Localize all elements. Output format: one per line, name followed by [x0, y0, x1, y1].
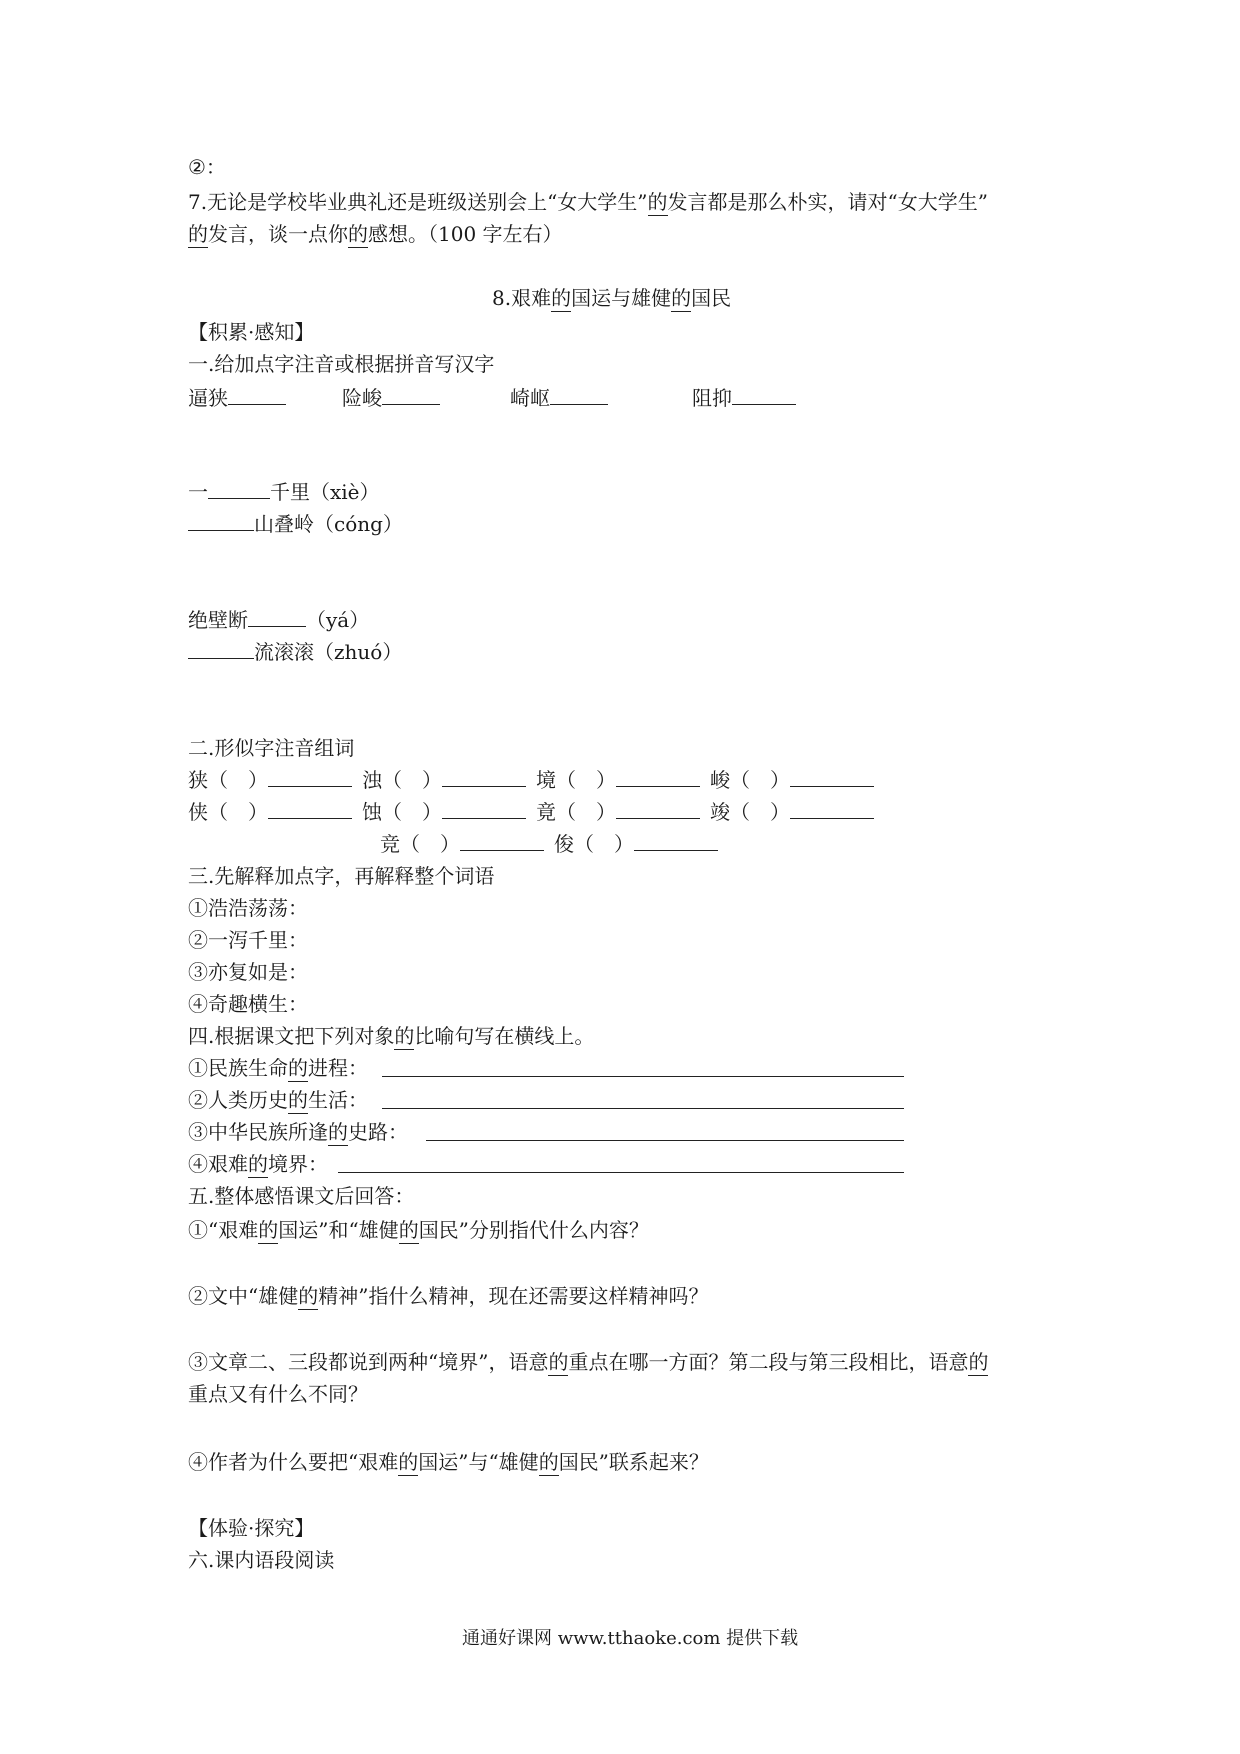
explain-item-1: ①浩浩荡荡： — [188, 896, 308, 920]
answer-line-1[interactable] — [382, 1076, 904, 1077]
explain-item-4: ④奇趣横生： — [188, 992, 308, 1016]
explain-item-2: ②一泻千里： — [188, 928, 308, 952]
question-5-3-line-2: 重点又有什么不同？ — [188, 1382, 368, 1406]
word-fill-1: 逼狭 — [188, 386, 286, 410]
answer-line-4[interactable] — [338, 1172, 904, 1173]
similar-char-6: 蚀（ ） — [362, 800, 526, 824]
section-heading-experience: 【体验·探究】 — [188, 1516, 315, 1540]
part-4-heading: 四.根据课文把下列对象的比喻句写在横线上。 — [188, 1024, 595, 1048]
part-2-heading: 二.形似字注音组词 — [188, 736, 355, 760]
pinyin-fill-4: 流滚滚（zhuó） — [188, 640, 402, 664]
similar-char-3: 境（ ） — [536, 768, 700, 792]
lesson-title: 8.艰难的国运与雄健的国民 — [492, 286, 732, 310]
question-7-line-2: 的发言，谈一点你的感想。（100 字左右） — [188, 222, 563, 246]
question-7-line-1: 7.无论是学校毕业典礼还是班级送别会上“女大学生”的发言都是那么朴实，请对“女大学生” — [188, 190, 988, 214]
metaphor-item-3: ③中华民族所逢的史路： — [188, 1120, 408, 1144]
part-5-heading: 五.整体感悟课文后回答： — [188, 1184, 415, 1208]
metaphor-item-1: ①民族生命的进程： — [188, 1056, 368, 1080]
pinyin-fill-1: 一 千里（xiè） — [188, 480, 380, 504]
metaphor-item-2: ②人类历史的生活： — [188, 1088, 368, 1112]
similar-char-7: 竟（ ） — [536, 800, 700, 824]
question-5-4: ④作者为什么要把“艰难的国运”与“雄健的国民”联系起来？ — [188, 1450, 709, 1474]
section-heading-accumulation: 【积累·感知】 — [188, 320, 315, 344]
similar-char-1: 狭（ ） — [188, 768, 352, 792]
similar-char-8: 竣（ ） — [710, 800, 874, 824]
question-5-1: ①“艰难的国运”和“雄健的国民”分别指代什么内容？ — [188, 1218, 649, 1242]
answer-line-3[interactable] — [426, 1140, 904, 1141]
similar-char-4: 峻（ ） — [710, 768, 874, 792]
pinyin-fill-3: 绝壁断 （yá） — [188, 608, 370, 632]
pinyin-fill-2: 山叠岭（cóng） — [188, 512, 403, 536]
word-fill-3: 崎岖 — [510, 386, 608, 410]
similar-char-9: 竞（ ） — [380, 832, 544, 856]
page-footer: 通通好课网 www.tthaoke.com 提供下载 — [462, 1628, 799, 1649]
similar-char-2: 浊（ ） — [362, 768, 526, 792]
word-fill-2: 险峻 — [342, 386, 440, 410]
similar-char-10: 俊（ ） — [554, 832, 718, 856]
similar-char-5: 侠（ ） — [188, 800, 352, 824]
word-fill-4: 阻抑 — [692, 386, 796, 410]
part-1-heading: 一.给加点字注音或根据拼音写汉字 — [188, 352, 495, 376]
circle-2-item: ②： — [188, 155, 226, 179]
question-5-3-line-1: ③文章二、三段都说到两种“境界”，语意的重点在哪一方面？第二段与第三段相比，语意的 — [188, 1350, 989, 1374]
answer-line-2[interactable] — [382, 1108, 904, 1109]
question-5-2: ②文中“雄健的精神”指什么精神，现在还需要这样精神吗？ — [188, 1284, 709, 1308]
explain-item-3: ③亦复如是： — [188, 960, 308, 984]
part-6-heading: 六.课内语段阅读 — [188, 1548, 335, 1572]
metaphor-item-4: ④艰难的境界： — [188, 1152, 328, 1176]
part-3-heading: 三.先解释加点字，再解释整个词语 — [188, 864, 495, 888]
